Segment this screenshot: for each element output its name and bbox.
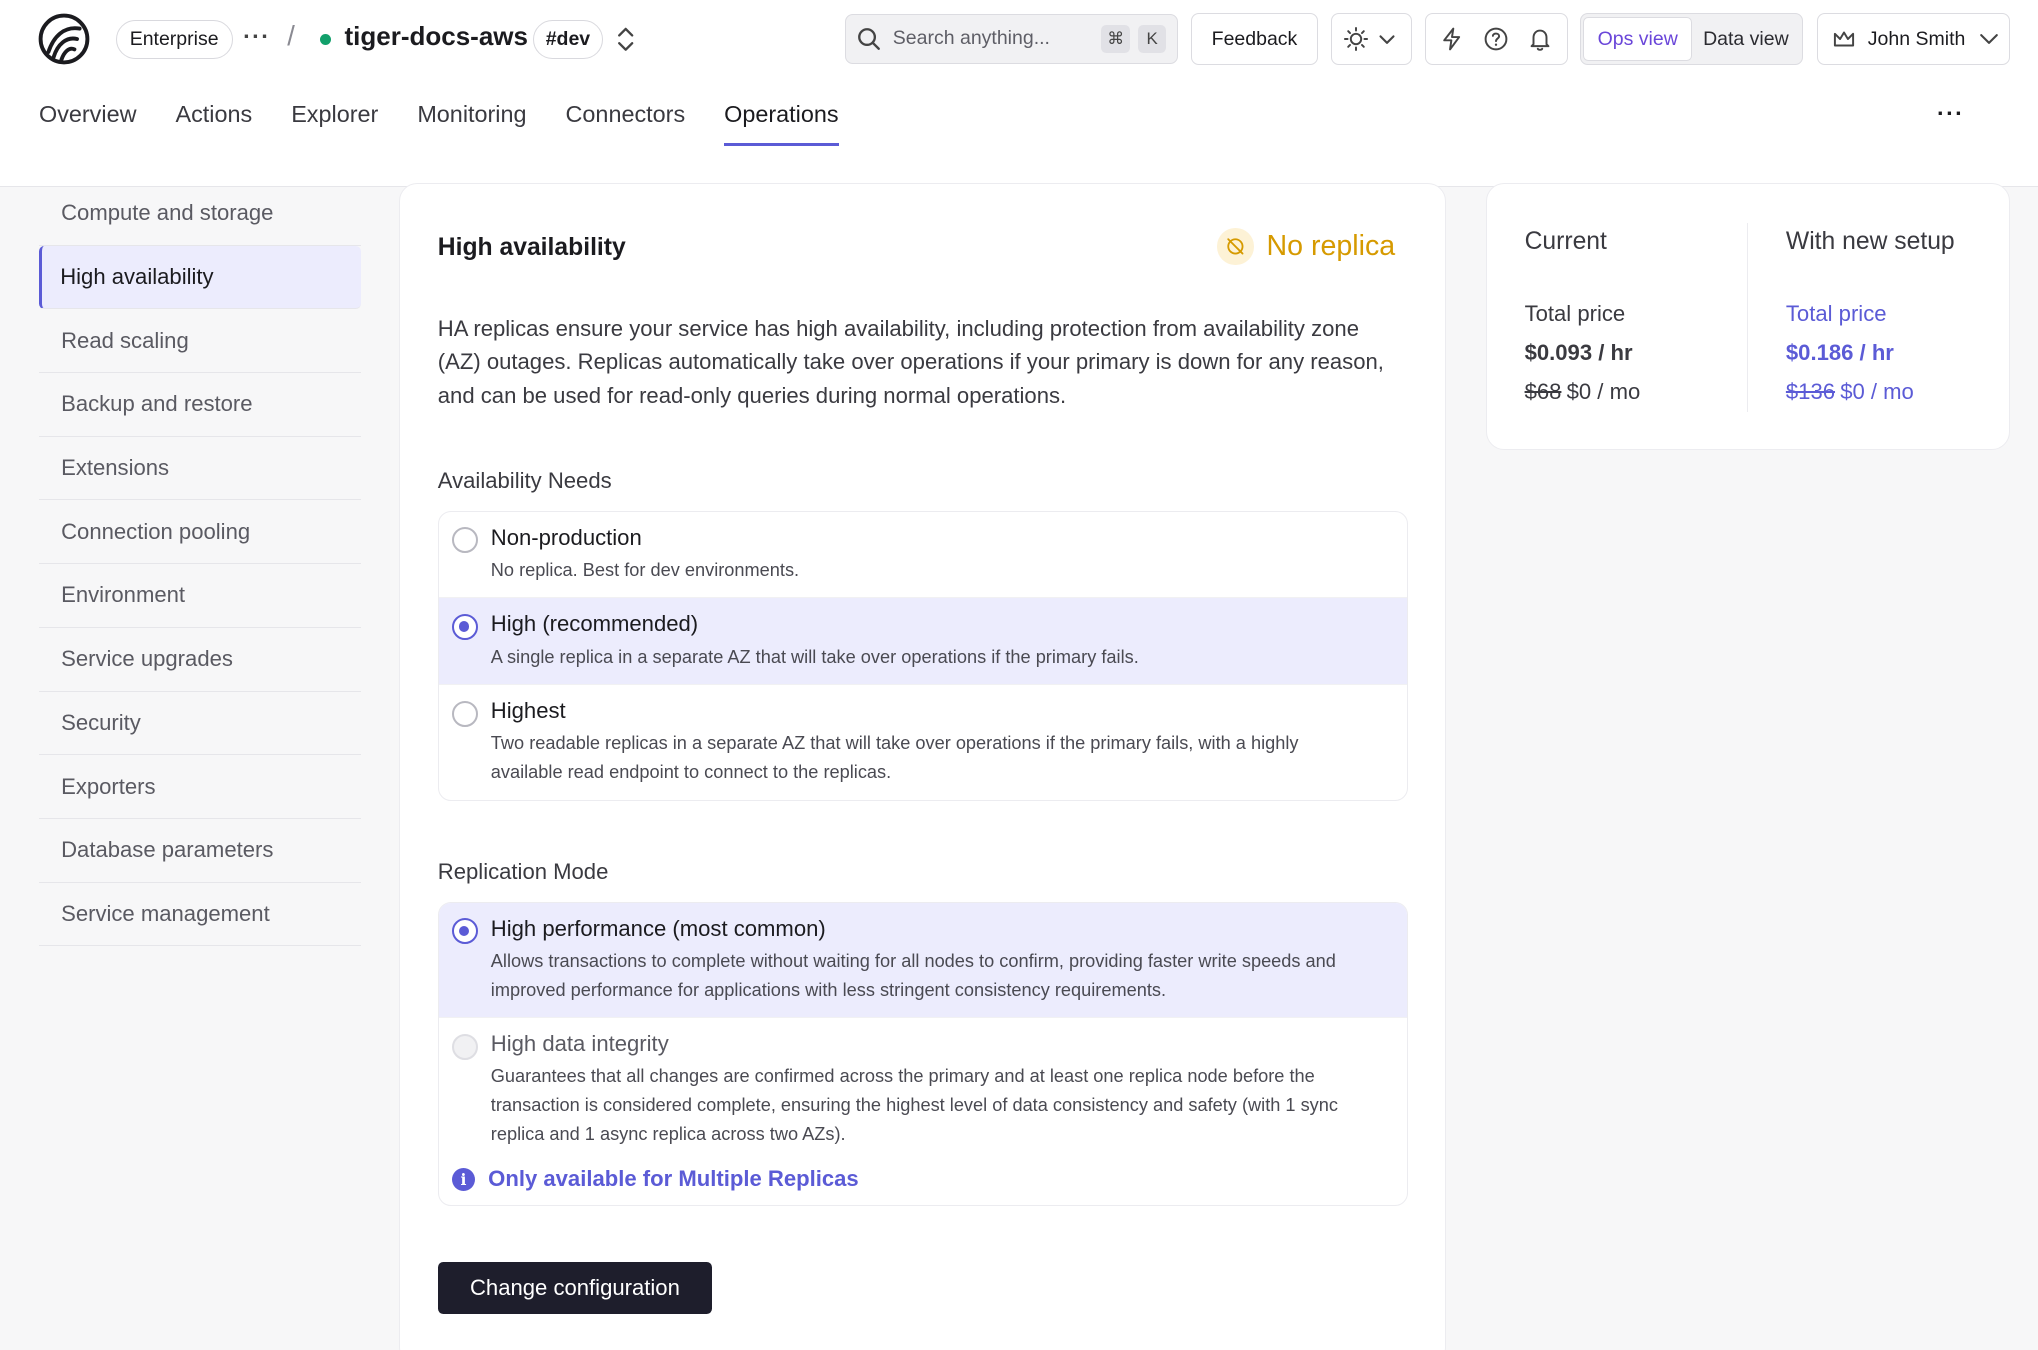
current-hourly-price: $0.093 / hr	[1524, 339, 1633, 365]
sidebar-item-backup-and-restore[interactable]: Backup and restore	[39, 373, 361, 437]
tab-operations[interactable]: Operations	[724, 101, 838, 145]
service-status-dot	[320, 34, 332, 46]
option-highest[interactable]	[439, 685, 1407, 799]
option-title: High data integrity	[490, 1031, 669, 1057]
option-high-data-integrity	[439, 1018, 1407, 1205]
option-title: High (recommended)	[490, 611, 699, 637]
tab-overview[interactable]: Overview	[39, 101, 137, 128]
radio-high-data-integrity	[452, 1034, 478, 1060]
tab-explorer[interactable]: Explorer	[291, 101, 379, 128]
new-monthly-value: $0 / mo	[1840, 378, 1914, 404]
radio-high-recommended[interactable]	[452, 614, 478, 640]
sidebar-item-environment[interactable]: Environment	[39, 564, 361, 628]
option-title: High performance (most common)	[490, 915, 826, 941]
current-price-column	[1525, 228, 1641, 404]
tab-monitoring[interactable]: Monitoring	[417, 101, 527, 128]
sidebar-item-compute-and-storage[interactable]: Compute and storage	[39, 182, 361, 246]
option-non-production[interactable]	[439, 512, 1407, 599]
pricing-card	[1486, 183, 2010, 450]
no-replica-icon	[1217, 228, 1253, 264]
radio-non-production[interactable]	[452, 527, 478, 553]
status-badge	[1217, 228, 1395, 264]
new-old-monthly: $136	[1785, 378, 1836, 404]
sidebar-item-read-scaling[interactable]: Read scaling	[39, 309, 361, 373]
page-title: High availability	[437, 233, 626, 261]
change-configuration-button[interactable]: Change configuration	[438, 1262, 712, 1314]
lightning-icon[interactable]	[1439, 26, 1465, 52]
chevron-up-down-icon[interactable]	[614, 25, 637, 54]
info-icon: i	[452, 1168, 475, 1191]
sidebar-item-service-upgrades[interactable]: Service upgrades	[39, 628, 361, 692]
top-bar	[0, 0, 2038, 187]
status-text: No replica	[1266, 230, 1396, 263]
new-total-label: Total price	[1785, 300, 1887, 326]
radio-highest[interactable]	[452, 701, 478, 727]
more-options-icon[interactable]: ···	[1936, 100, 1965, 127]
sidebar-item-connection-pooling[interactable]: Connection pooling	[39, 500, 361, 564]
current-monthly-price	[1525, 379, 1641, 405]
user-menu-button[interactable]	[1817, 13, 2009, 65]
sidebar-item-extensions[interactable]: Extensions	[39, 437, 361, 501]
tab-connectors[interactable]: Connectors	[565, 101, 686, 128]
kbd-k: K	[1138, 25, 1167, 54]
operations-sidebar	[39, 182, 361, 946]
current-monthly-value: $0 / mo	[1566, 378, 1641, 404]
option-title: Highest	[490, 698, 566, 724]
theme-toggle-button[interactable]	[1331, 13, 1412, 65]
replication-options	[438, 902, 1408, 1207]
help-icon[interactable]	[1483, 26, 1509, 52]
option-high-recommended[interactable]	[439, 598, 1407, 685]
sun-icon	[1343, 26, 1369, 52]
option-high-performance[interactable]	[439, 903, 1407, 1018]
option-desc: Allows transactions to complete without waiting for all nodes to confirm, providing faster write speeds and improved performance for applications with less stringent consistency requirements.	[490, 951, 1336, 1000]
option-desc: No replica. Best for dev environments.	[490, 559, 800, 580]
bell-icon[interactable]	[1527, 26, 1553, 52]
sidebar-item-database-parameters[interactable]: Database parameters	[39, 819, 361, 883]
ha-description: HA replicas ensure your service has high availability, including protection from availability zone (AZ) outages. Replicas automatically take over operations if your primary is down for any reason, and can be used for read-only queries during normal operations.	[437, 315, 1384, 409]
org-more-icon[interactable]: ···	[243, 23, 271, 50]
current-old-monthly: $68	[1524, 378, 1562, 404]
availability-options	[438, 511, 1408, 801]
option-desc: Two readable replicas in a separate AZ that will take over operations if the primary fails, with a highly available read endpoint to connect to the replicas.	[490, 733, 1299, 782]
view-toggle	[1580, 13, 1804, 65]
sidebar-item-exporters[interactable]: Exporters	[39, 755, 361, 819]
breadcrumb-separator: /	[287, 19, 295, 51]
new-heading: With new setup	[1785, 228, 1955, 256]
kbd-command: ⌘	[1101, 25, 1130, 54]
chevron-down-icon	[1976, 26, 2002, 52]
radio-high-performance[interactable]	[452, 918, 478, 944]
sidebar-item-service-management[interactable]: Service management	[39, 883, 361, 947]
search-placeholder: Search anything...	[892, 27, 1050, 50]
availability-note	[452, 1166, 1394, 1192]
new-monthly-price	[1786, 379, 1955, 405]
tiger-logo-icon[interactable]	[38, 13, 90, 65]
sidebar-item-high-availability[interactable]: High availability	[39, 246, 361, 310]
service-name[interactable]: tiger-docs-aws	[344, 20, 528, 51]
note-text: Only available for Multiple Replicas	[488, 1166, 859, 1192]
replication-mode-label: Replication Mode	[437, 858, 609, 884]
main-tabs	[39, 101, 839, 145]
new-hourly-price: $0.186 / hr	[1785, 339, 1894, 365]
availability-needs-label: Availability Needs	[437, 467, 612, 493]
option-title: Non-production	[490, 524, 642, 550]
option-desc: A single replica in a separate AZ that will take over operations if the primary fails.	[490, 646, 1139, 667]
tab-actions[interactable]: Actions	[175, 101, 253, 128]
sidebar-item-security[interactable]: Security	[39, 692, 361, 756]
user-name: John Smith	[1867, 27, 1966, 50]
ops-view-button[interactable]: Ops view	[1583, 17, 1692, 62]
env-tag: #dev	[533, 20, 603, 59]
current-total-label: Total price	[1524, 300, 1626, 326]
data-view-button[interactable]: Data view	[1703, 27, 1789, 50]
new-price-column	[1786, 228, 1955, 404]
header-icon-group	[1425, 13, 1568, 65]
option-desc: Guarantees that all changes are confirmed across the primary and at least one replica node before the transaction is considered complete, ensuring the highest level of data consistency and safety (with 1 sync replica and 1 async replica across two AZs).	[490, 1066, 1338, 1144]
crown-icon	[1831, 26, 1857, 52]
high-availability-card	[399, 183, 1446, 1350]
current-heading: Current	[1524, 228, 1607, 256]
feedback-button[interactable]: Feedback	[1191, 13, 1318, 65]
divider	[1747, 223, 1748, 412]
search-icon	[856, 26, 882, 52]
search-input[interactable]	[845, 14, 1178, 63]
org-pill[interactable]: Enterprise	[116, 20, 233, 59]
chevron-down-icon	[1374, 26, 1400, 52]
